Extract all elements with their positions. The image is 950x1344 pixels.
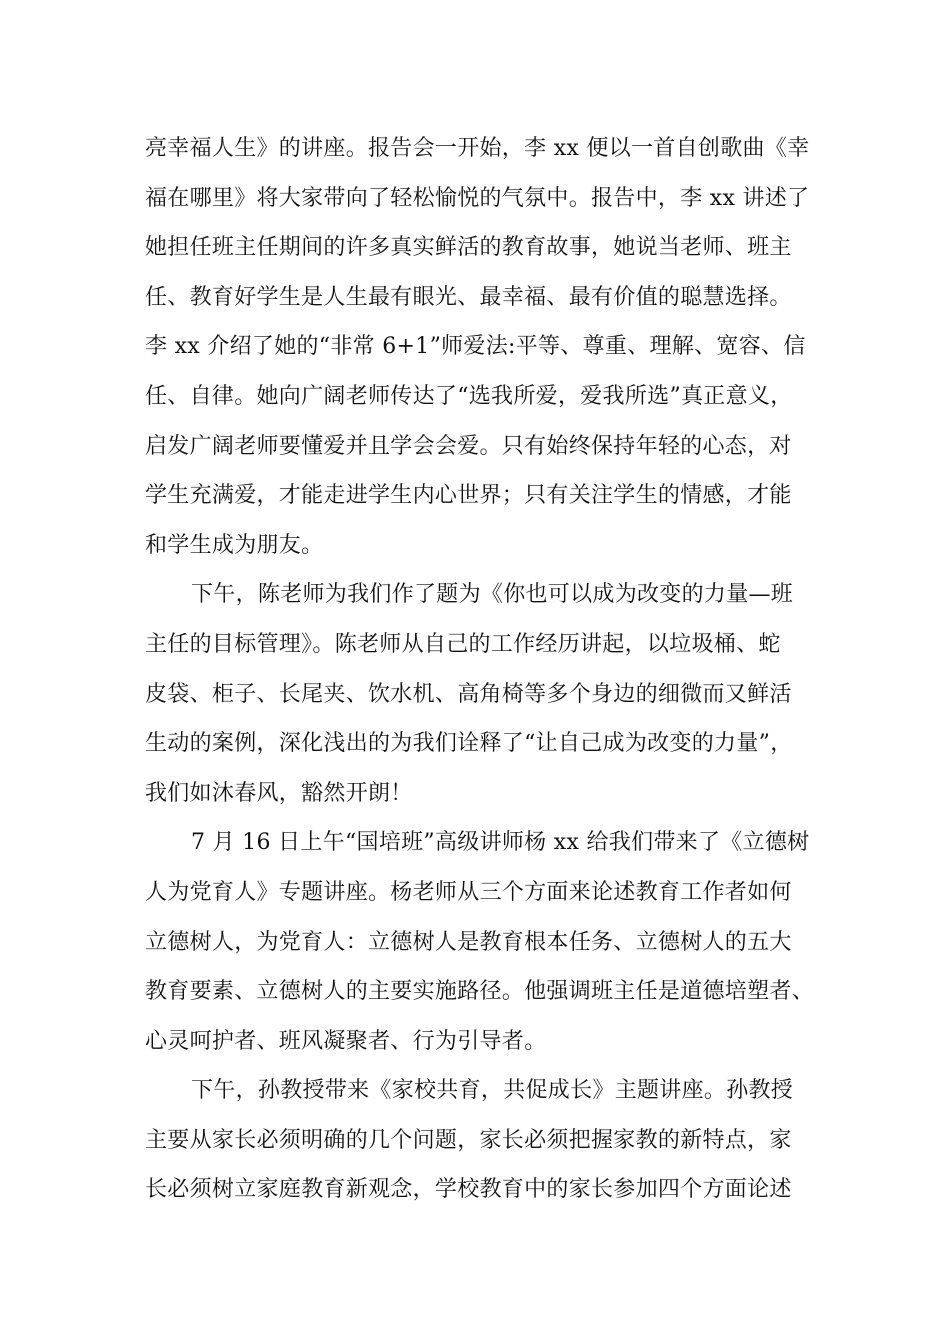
paragraph	[145, 124, 825, 570]
text-line: 李 xx 介绍了她的“非常 6+1”师爱法:平等、尊重、理解、宽容、信	[145, 334, 806, 360]
text-line: 学生充满爱，才能走进学生内心世界；只有关注学生的情感，才能	[145, 483, 792, 509]
text-line: 立德树人，为党育人：立德树人是教育根本任务、立德树人的五大	[145, 929, 792, 955]
text-line: 皮袋、柜子、长尾夹、饮水机、高角椅等多个身边的细微而又鲜活	[145, 681, 792, 707]
text-line: 和学生成为朋友。	[145, 532, 324, 558]
text-line: 任、自律。她向广阔老师传达了“选我所爱，爱我所选”真正意义，	[145, 383, 793, 409]
text-line: 我们如沐春风，豁然开朗！	[145, 780, 413, 806]
text-line: 生动的案例，深化浅出的为我们诠释了“让自己成为改变的力量”，	[145, 731, 793, 757]
text-line: 主要从家长必须明确的几个问题，家长必须把握家教的新特点，家	[145, 1127, 792, 1153]
text-line: 长必须树立家庭教育新观念，学校教育中的家长参加四个方面论述	[145, 1177, 792, 1203]
text-line: 福在哪里》将大家带向了轻松愉悦的气氛中。报告中，李 xx 讲述了	[145, 185, 810, 211]
text-line: 亮幸福人生》的讲座。报告会一开始，李 xx 便以一首自创歌曲《幸	[145, 136, 810, 161]
paragraph	[145, 570, 825, 818]
text-line: 人为党育人》专题讲座。杨老师从三个方面来论述教育工作者如何	[145, 879, 792, 905]
text-line: 主任的目标管理》。陈老师从自己的工作经历讲起，以垃圾桶、蛇	[145, 631, 781, 657]
paragraph	[145, 818, 825, 1066]
text-line: 教育要素、立德树人的主要实施路径。他强调班主任是道德培塑者、	[145, 979, 815, 1005]
text-line: 任、教育好学生是人生最有眼光、最幸福、最有价值的聪慧选择。	[145, 284, 792, 310]
text-line: 她担任班主任期间的许多真实鲜活的教育故事，她说当老师、班主	[145, 235, 792, 261]
document-body	[145, 124, 825, 1215]
text-line: 心灵呵护者、班风凝聚者、行为引导者。	[145, 1028, 547, 1054]
text-line: 启发广阔老师要懂爱并且学会会爱。只有始终保持年轻的心态，对	[145, 433, 792, 459]
paragraph	[145, 1066, 825, 1215]
text-line: 下午，陈老师为我们作了题为《你也可以成为改变的力量—班	[191, 582, 794, 608]
text-line: 下午，孙教授带来《家校共育，共促成长》主题讲座。孙教授	[191, 1078, 794, 1104]
text-line: 7 月 16 日上午“国培班”高级讲师杨 xx 给我们带来了《立德树	[191, 830, 810, 856]
